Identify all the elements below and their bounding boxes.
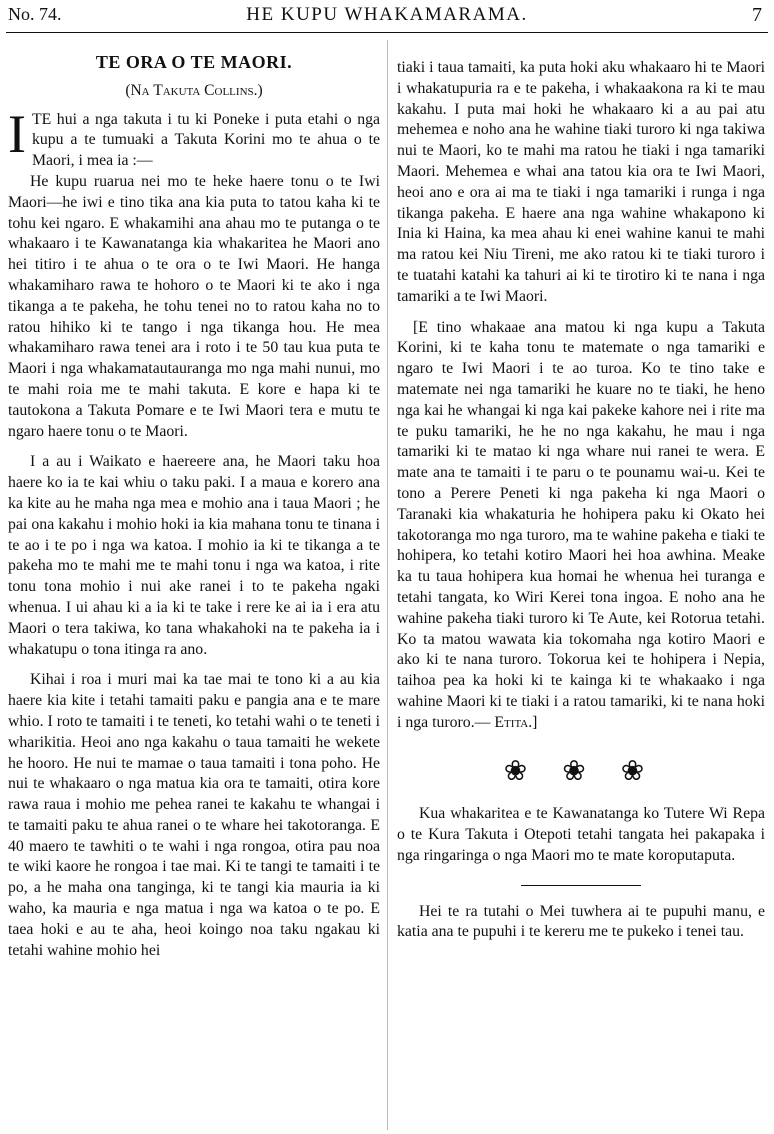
drop-cap: I (8, 103, 26, 164)
page-header (0, 0, 774, 38)
editorial-note (397, 318, 765, 734)
flower-ornament-icon: ❀ ❀ ❀ (503, 755, 659, 787)
left-column (8, 40, 380, 961)
article-paragraph-3: I a au i Waikato e haereere ana, he Maori taku hoa haere ko ia te kai whiu o taku paki. I a maua e korero ana ka kite au he maha nga mea e mohio ana i taua Maori ; he pai ona kakahu i mohio hoki ia kia mahana tonu te tinana i te ao i te po i nga wa katoa. I mohio ia ki te tikanga a te pakeha mo te mahi me te mahi tonu i nga wa katoa, i rite tonu tona mohio i nui ake ranei i to te pakeha ngaki whenua. I ui ahau ki a ia ki te take i rere ke ai ia i era atu Maori o tera takiwa, ko tana whakahoki na te pakeha ia i whakatupu o tona itinga ra ano. (8, 453, 380, 658)
notice-paragraph-2: Hei te ra tutahi o Mei tuwhera ai te pupuhi manu, e katia ana te pupuhi i te kereru me te pukeko i tenei tau. (397, 902, 765, 941)
article-paragraph-4-continued: tiaki i taua tamaiti, ka puta hoki aku whakaaro hi te Maori i whakatupuria ra e te pakeha, i whakaakona ra ki te mau kakahu. I puta mai hoki he whakaaro ki a au pai atu mehemea e noho ana he wahine tiaki turoro ki nga takiwa nui te Maori, ko te mahi ma ratou he tiaki i nga tamariki Maori. Mehemea e whai ana tatou kia ora te Iwi Maori, heoi ano e ora ai ma te tiaki i nga tamariki i runga i nga tikanga pakeha. E haere ana nga wahine whakapono ki Inia ki Haina, ka mea ahau ki enei wahine kanui te mahi ma ratou kei Niu Tireni, me ako ratou ki te tiaki turoro i te tuatahi katahi ka tahuri ai ki te tirotiro ki te nana i nga tamariki a te Iwi Maori. (397, 59, 765, 305)
editorial-text: [E tino whakaae ana matou ki nga kupu a Takuta Korini, ki te kaha tonu te matemate o nga tamariki e ngaro te Iwi Maori i te ao turoa. Ko te tino take e matemate nei nga tamariki he kuare no te tiaki, he heno nga kai he whangai ki nga kai pakeke kahore nei i rite ma te puku tamariki, he he no nga kakahu, he mau i nga tamariki ki te matao ki nga whare nui ranei te wera. E mate ana te tamaiti i te paru o te pounamu wai-u. Kei te tono a Perere Peneti ki nga pakeha ki nga Maori o Taranaki kia whakaturia he hohipera paku ki Okato hei takotoranga mo nga turoro, ma te wahine pakeha e tiaki te hohipera, ko tetahi kotiro Maori hei hoa awhina. Meake ka tu taua hohipera kua homai he whenua hei turanga e tetahi tangata, ko Wiri Kerei tona ingoa. E noho ana he wahine pakeha tiaki turoro ki Te Aute, kei Rotorua tetahi. Ko ta matou wawata kia tokomaha nga kotiro Maori e ako ki te nana turoro. Tokorua kei te hohipera i Nepia, taihoa pea ka hoki ki te kainga ki te whakaako i nga wahine Maori ki te tiaki i a ratou tamariki, ki te nana hoki i nga turoro.— (397, 318, 765, 731)
editorial-signature: Etita.] (494, 713, 538, 731)
publication-title: HE KUPU WHAKAMARAMA. (246, 4, 528, 25)
article-title: TE ORA O TE MAORI. (95, 52, 293, 72)
article-paragraph-2: He kupu ruarua nei mo te heke haere tonu o te Iwi Maori—he iwi e tino tika ana kia puta to tatou kaha ki te tohu kei ngaro. E whakamihi ana ahau mo te putanga o te whakaaro i te Kawanatanga kia whakaritea he Maori ano hei titiro i te ahua o te ora o te Iwi Maori. He hanga whakamiharo rawa te hohoro o te Maori ki te ako i nga tikanga a te pakeha, he tohu tenei no to ratou kaha no to ratou hihiko ki te tango i nga tikanga hou. He mea whakamiharo rawa tenei ara i roto i te 50 tau kua puta te Maori i nga whakamatautauranga mo nga mahi nunui, mo te mahi roia me te mahi takuta. E kore e hapa ki te tautokona a Takuta Pomare e te Iwi Maori tera e mutu te ngaro haere tonu o te Maori. (8, 172, 380, 440)
right-column (397, 58, 765, 943)
page-number: 7 (752, 4, 762, 26)
article-paragraph-1 (8, 103, 380, 172)
issue-number: No. 74. (8, 4, 62, 24)
article-paragraph-4: Kihai i roa i muri mai ka tae mai te tono ki a au kia haere kia kite i tetahi tamaiti paku e pangia ana e te mare whio. I roto te tamaiti i te teneti, ko tetahi wahi o te teneti i wharikitia. Heoi ano nga kakahu o taua tamaiti he wekete he hooro. He nui te mamae o taua tamaiti i tona poho. He nui te whakaaro o nga matua kia ora te tamaiti, otira kore rawa raua i mohio me pehea ranei te kakahu te whangai i te tamaiti paku te ahua ranei o te whare hei takotoranga. E 40 maero te tawhiti o te wahi i nga rongoa, otira pau noa te wiki kaore he rongoa i tae mai. Ki te tangi te tamaiti i te po, a he maha ona tanginga, ki te tangi kia mauria ia ki waho, ka mauria e nga matua i nga wa katoa o te po. E taea hoki e au te aha, heoi koingo noa taku ngakau ki tetahi wahine mohio hei (8, 671, 380, 959)
header-rule (6, 32, 768, 33)
paragraph-text: TE hui a nga takuta i tu ki Poneke i puta etahi o nga kupu a te tumuaki a Takuta Korini mo te ahua o te Maori, i mea ia :— (31, 110, 380, 170)
article-byline: (Na Takuta Collins.) (125, 81, 263, 99)
section-divider (521, 885, 641, 886)
notice-paragraph-1: Kua whakaritea e te Kawanatanga ko Tutere Wi Repa o te Kura Takuta i Otepoti tetahi tangata hei pakapaka i nga ringaringa o nga Maori mo te mate koroputaputa. (397, 805, 765, 864)
column-divider (387, 40, 388, 1130)
